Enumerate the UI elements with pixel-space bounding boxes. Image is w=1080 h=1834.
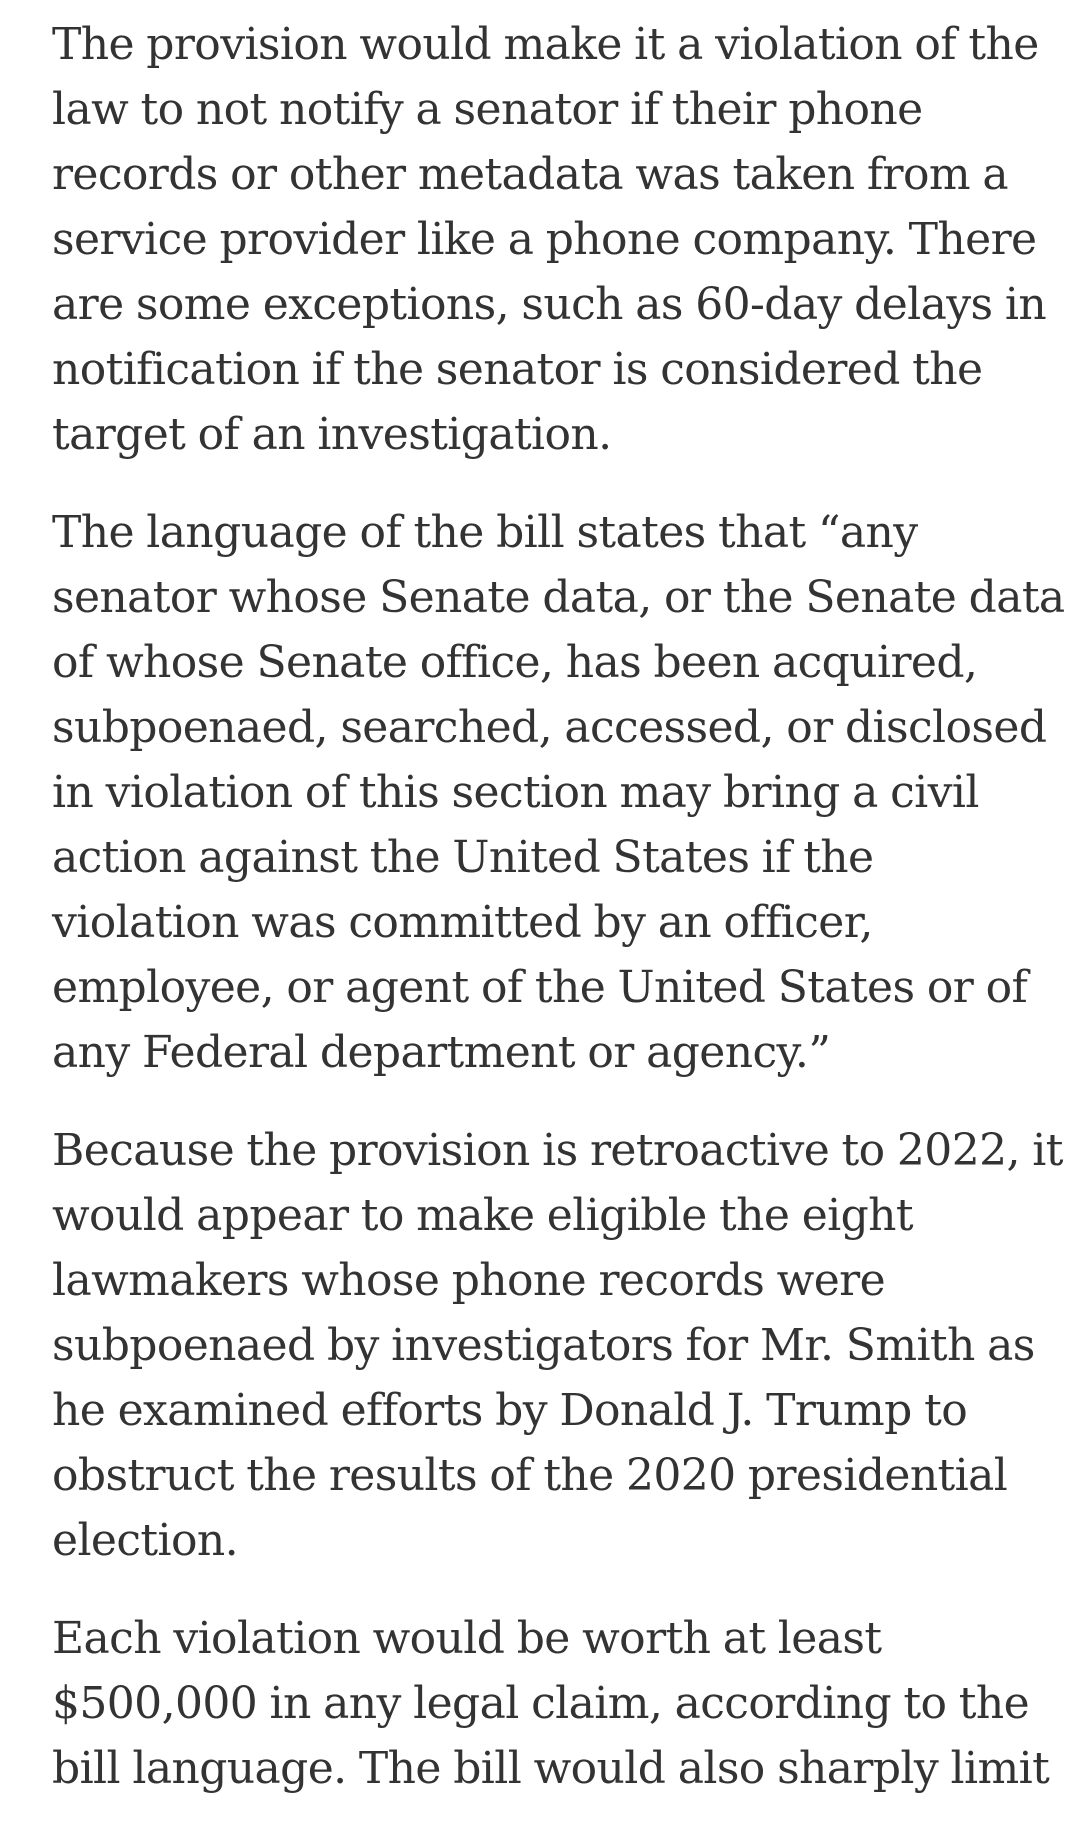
text-line: subpoenaed, searched, accessed, or disclosed: [52, 702, 1047, 753]
paragraph-retroactive-provision: [52, 1118, 1063, 1573]
text-line: violation was committed by an officer,: [52, 897, 873, 948]
text-line: lawmakers whose phone records were: [52, 1255, 886, 1306]
text-line: action against the United States if the: [52, 832, 874, 883]
text-line: bill language. The bill would also sharply limit: [52, 1743, 1050, 1794]
paragraph-bill-language-quote: [52, 500, 1065, 1085]
text-line: target of an investigation.: [52, 409, 612, 460]
text-line: subpoenaed by investigators for Mr. Smith as: [52, 1320, 1035, 1371]
text-line: service provider like a phone company. There: [52, 214, 1037, 265]
text-line: in violation of this section may bring a civil: [52, 767, 979, 818]
text-line: notification if the senator is considered the: [52, 344, 983, 395]
text-line: law to not notify a senator if their phone: [52, 84, 923, 135]
text-line: senator whose Senate data, or the Senate data: [52, 572, 1065, 623]
text-line: Because the provision is retroactive to 2022, it: [52, 1125, 1063, 1176]
text-line: employee, or agent of the United States or of: [52, 962, 1028, 1013]
text-line: The provision would make it a violation of the: [52, 19, 1039, 70]
text-line: The language of the bill states that “any: [52, 507, 918, 558]
article-body: [52, 12, 1065, 1834]
text-line: $500,000 in any legal claim, according to the: [52, 1678, 1030, 1729]
paragraph-notification-provision: [52, 12, 1052, 467]
text-line: of whose Senate office, has been acquired,: [52, 637, 978, 688]
text-line: would appear to make eligible the eight: [52, 1190, 913, 1241]
text-line: he examined efforts by Donald J. Trump to: [52, 1385, 968, 1436]
text-line: Each violation would be worth at least: [52, 1613, 882, 1664]
text-line: are some exceptions, such as 60-day delays in: [52, 279, 1047, 330]
text-line: records or other metadata was taken from a: [52, 149, 1008, 200]
text-line: any Federal department or agency.”: [52, 1027, 831, 1078]
text-line: election.: [52, 1515, 238, 1566]
paragraph-violation-claim-value: [52, 1606, 1052, 1801]
text-line: obstruct the results of the 2020 presidential: [52, 1450, 1008, 1501]
